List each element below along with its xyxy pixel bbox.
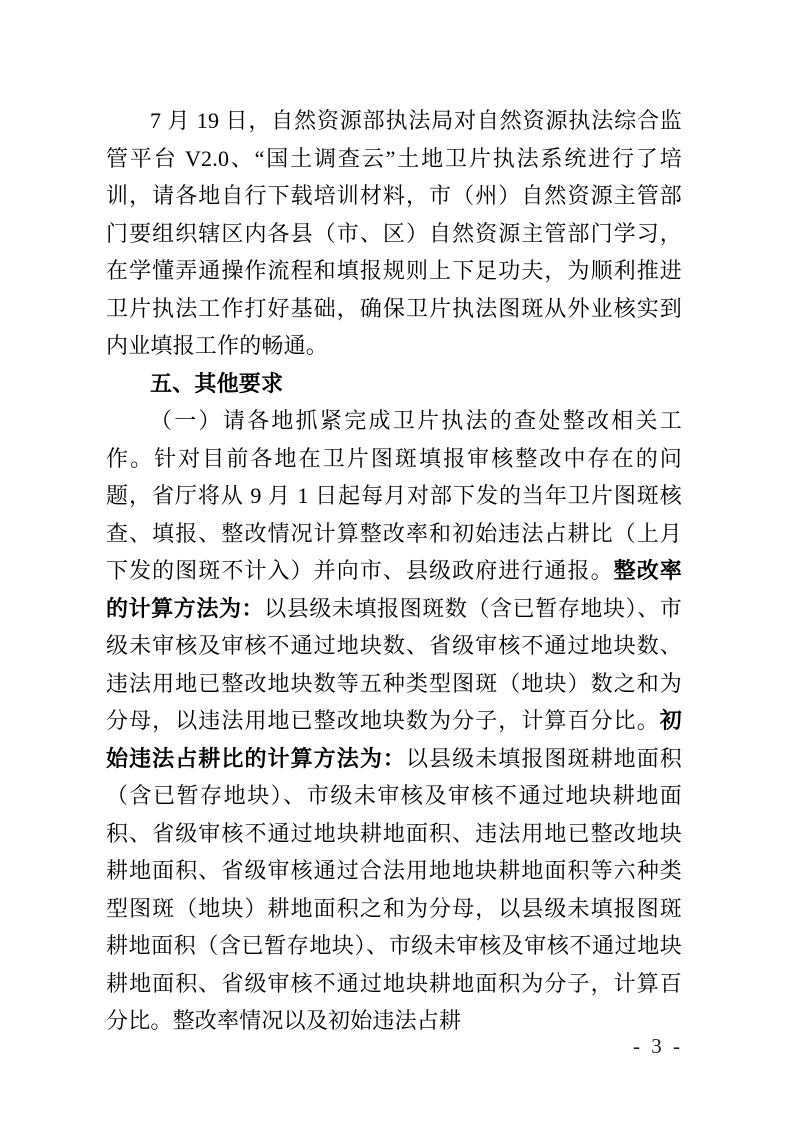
paragraph-training-notice: 7 月 19 日，自然资源部执法局对自然资源执法综合监管平台 V2.0、“国土调查云”土地卫片执法系统进行了培训，请各地自行下载培训材料，市（州）自然资源主管部门要组织辖区内各县（市、区）自然资源主管部门学习，在学懂弄通操作流程和填报规则上下足功夫，为顺利推进卫片执法工作打好基础，确保卫片执法图斑从外业核实到内业填报工作的畅通。 bbox=[106, 108, 682, 358]
text-run-intro: （一）请各地抓紧完成卫片执法的查处整改相关工作。针对目前各地在卫片图斑填报审核整改中存在的问题，省厅将从 9 月 1 日起每月对部下发的当年卫片图斑核查、填报、整改情况计算整改率和初始违法占耕比（上月下发的图斑不计入）并向市、县级政府进行通报。 bbox=[106, 408, 682, 583]
section-heading-other-requirements: 五、其他要求 bbox=[150, 370, 284, 396]
text-run-rectification-rate-method-label: 整改率的计算方法为： bbox=[106, 558, 682, 621]
document-body bbox=[106, 102, 682, 1040]
text-run-initial-violation-ratio-method-label: 初始违法占耕比的计算方法为： bbox=[106, 708, 682, 771]
text-run-initial-violation-ratio-method: 以县级未填报图斑耕地面积（含已暂存地块）、市级未审核及审核不通过地块耕地面积、省级审核不通过地块耕地面积、违法用地已整改地块耕地面积、省级审核通过合法用地地块耕地面积等六种类型图斑（地块）耕地面积之和为分母，以县级未填报图斑耕地面积（含已暂存地块）、市级未审核及审核不通过地块耕地面积、省级审核不通过地块耕地面积为分子，计算百分比。整改率情况以及初始违法占耕 bbox=[106, 745, 682, 1033]
page-number: - 3 - bbox=[633, 1034, 680, 1058]
text-run-rectification-rate-method: 以县级未填报图斑数（含已暂存地块）、市级未审核及审核不通过地块数、省级审核不通过地块数、违法用地已整改地块数等五种类型图斑（地块）数之和为分母，以违法用地已整改地块数为分子，计算百分比。 bbox=[106, 595, 682, 733]
paragraph-rectification-rules bbox=[106, 402, 682, 1040]
